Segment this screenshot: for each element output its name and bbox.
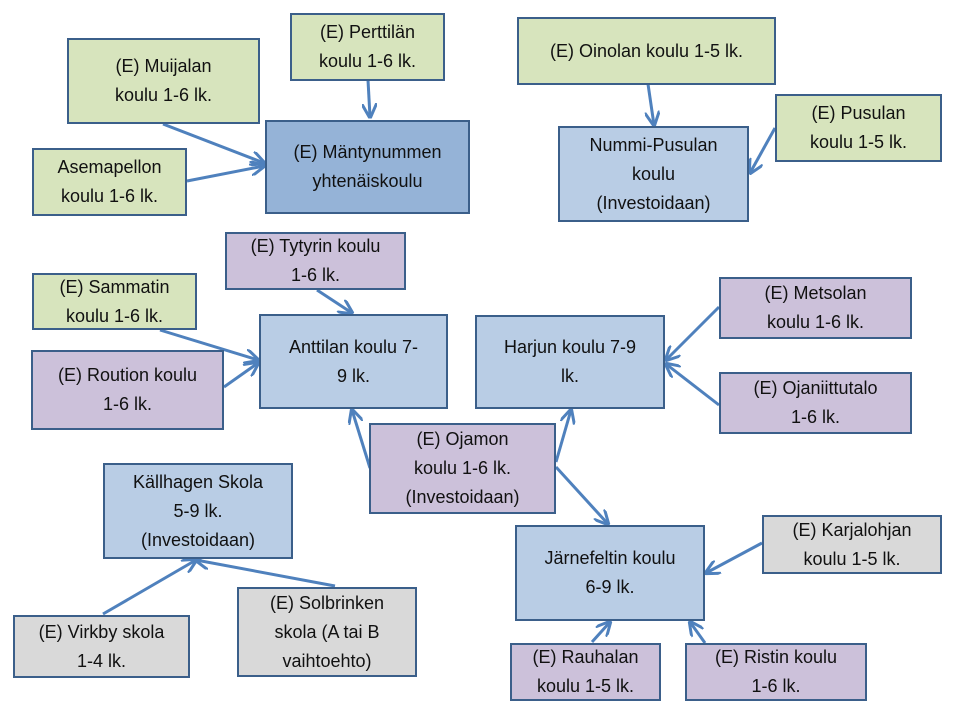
node-solbrinken: (E) Solbrinken skola (A tai B vaihtoehto)	[237, 587, 417, 677]
node-asemapelto: Asemapellon koulu 1-6 lk.	[32, 148, 187, 216]
node-virkby: (E) Virkby skola 1-4 lk.	[13, 615, 190, 678]
arrow-ojamo-harju	[556, 410, 571, 462]
node-rauhala: (E) Rauhalan koulu 1-5 lk.	[510, 643, 661, 701]
arrow-pusula-nummipusula	[750, 128, 775, 173]
arrow-rauhala-jarnefelt	[592, 622, 610, 642]
arrow-ojaniittutalo-harju	[666, 364, 719, 405]
node-pusula: (E) Pusulan koulu 1-5 lk.	[775, 94, 942, 162]
node-harju: Harjun koulu 7-9 lk.	[475, 315, 665, 409]
node-metsola: (E) Metsolan koulu 1-6 lk.	[719, 277, 912, 339]
arrow-tytyri-anttila	[317, 290, 352, 313]
node-nummi-pusula: Nummi-Pusulan koulu (Investoidaan)	[558, 126, 749, 222]
node-sammatti: (E) Sammatin koulu 1-6 lk.	[32, 273, 197, 330]
node-tytyri: (E) Tytyrin koulu 1-6 lk.	[225, 232, 406, 290]
node-kallhagen: Källhagen Skola 5-9 lk. (Investoidaan)	[103, 463, 293, 559]
node-ojamo: (E) Ojamon koulu 1-6 lk. (Investoidaan)	[369, 423, 556, 514]
node-muijala: (E) Muijalan koulu 1-6 lk.	[67, 38, 260, 124]
arrow-virkby-kallhagen	[103, 560, 196, 614]
arrow-routio-anttila	[224, 363, 258, 387]
node-karjalohja: (E) Karjalohjan koulu 1-5 lk.	[762, 515, 942, 574]
node-jarnefelt: Järnefeltin koulu 6-9 lk.	[515, 525, 705, 621]
node-risti: (E) Ristin koulu 1-6 lk.	[685, 643, 867, 701]
arrow-ojamo-jarnefelt	[556, 467, 608, 524]
arrow-ojamo-anttila	[352, 410, 370, 468]
node-ojaniittutalo: (E) Ojaniittutalo 1-6 lk.	[719, 372, 912, 434]
arrow-karjalohja-jarnefelt	[706, 543, 762, 573]
node-perttila: (E) Perttilän koulu 1-6 lk.	[290, 13, 445, 81]
arrow-risti-jarnefelt	[690, 622, 705, 643]
arrow-oinola-nummipusula	[648, 84, 654, 125]
arrow-solbrinken-kallhagen	[196, 560, 335, 586]
node-mantynummi: (E) Mäntynummen yhtenäiskoulu	[265, 120, 470, 214]
arrow-asemapelto-mantynummi	[187, 166, 264, 181]
arrow-metsola-harju	[666, 307, 719, 360]
arrow-perttila-mantynummi	[368, 80, 370, 117]
node-routio: (E) Roution koulu 1-6 lk.	[31, 350, 224, 430]
node-anttila: Anttilan koulu 7- 9 lk.	[259, 314, 448, 409]
node-oinola: (E) Oinolan koulu 1-5 lk.	[517, 17, 776, 85]
